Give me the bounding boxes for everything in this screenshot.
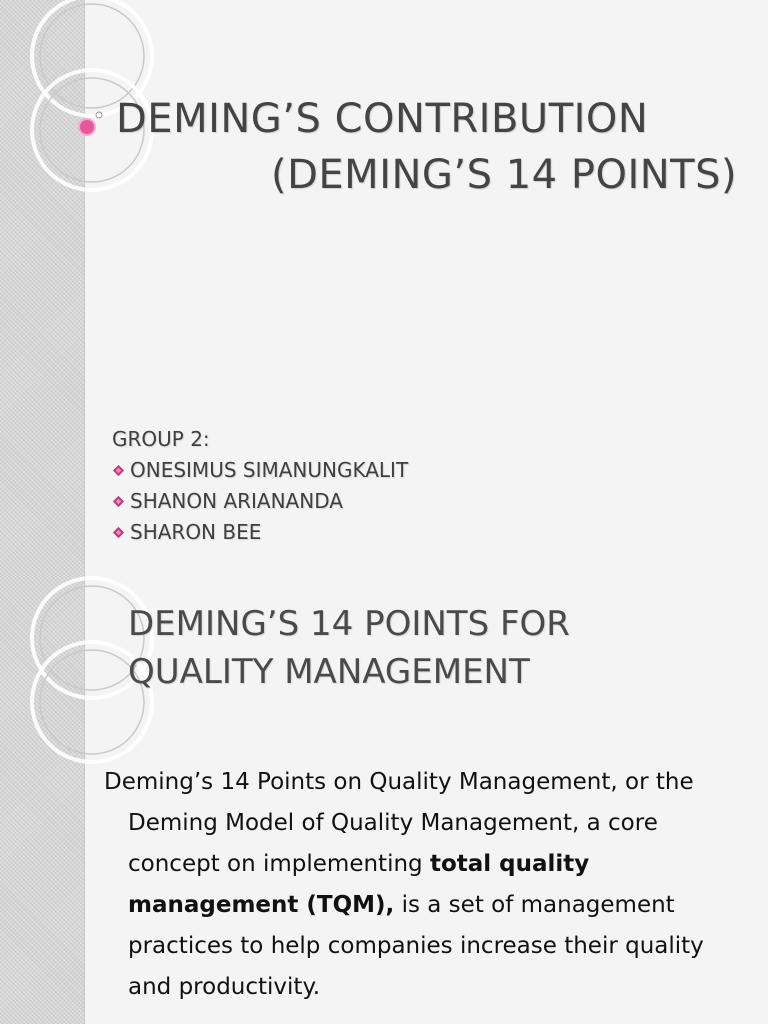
body-text-bold: total quality management (TQM), (128, 851, 590, 918)
diamond-bullet-icon (112, 464, 125, 477)
member-name: SHANON ARIANANDA (130, 489, 343, 513)
group-members (112, 424, 408, 548)
body-text-part-2: is a set of management practices to help companies increase their quality and productivity. (128, 892, 704, 1000)
list-item (112, 455, 408, 486)
title-line-2: (DEMING’S 14 POINTS) (271, 152, 738, 198)
slide-heading-line-2: QUALITY MANAGEMENT (128, 652, 530, 692)
member-list (112, 455, 408, 548)
list-item (112, 486, 408, 517)
slide-heading-line-1: DEMING’S 14 POINTS FOR (128, 604, 570, 644)
member-name: ONESIMUS SIMANUNGKALIT (130, 458, 409, 482)
title-line-1: DEMING’S CONTRIBUTION (116, 96, 649, 142)
body-paragraph (104, 762, 728, 1008)
pink-dot-icon (0, 0, 110, 140)
diamond-bullet-icon (112, 495, 125, 508)
diamond-bullet-icon (112, 526, 125, 539)
member-name: SHARON BEE (130, 520, 262, 544)
body-text-part-1: Deming’s 14 Points on Quality Management, or the Deming Model of Quality Management, a core concept on implementing (104, 769, 694, 877)
slide-heading (128, 600, 570, 696)
slide-content (0, 576, 768, 1024)
list-item (112, 517, 408, 548)
group-label: GROUP 2: (112, 427, 210, 451)
